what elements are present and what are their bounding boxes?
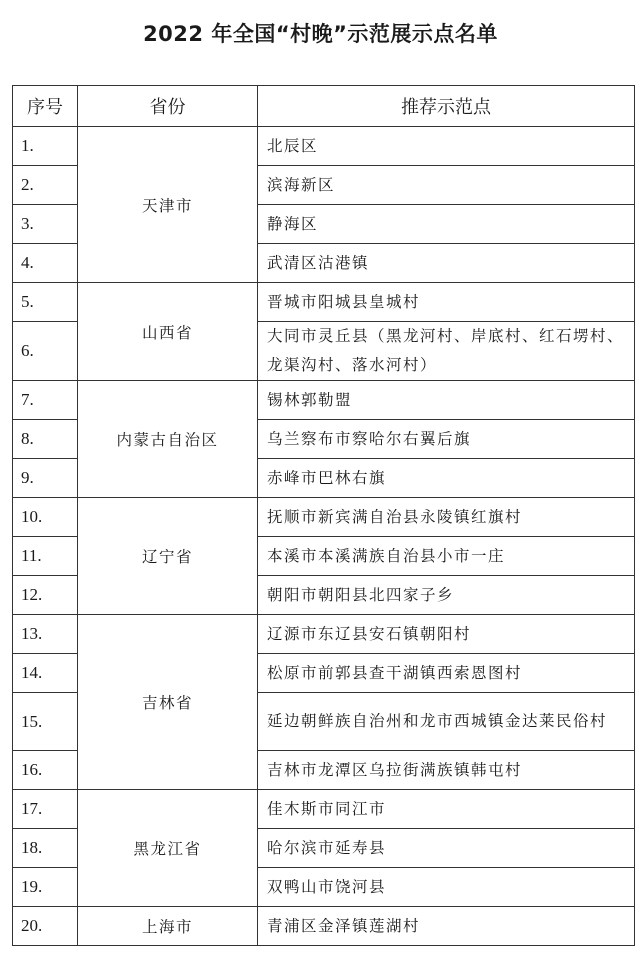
row-index: 13. bbox=[13, 615, 78, 654]
table-body bbox=[13, 127, 635, 946]
row-index: 8. bbox=[13, 420, 78, 459]
site-cell: 辽源市东辽县安石镇朝阳村 bbox=[258, 615, 635, 654]
row-index: 5. bbox=[13, 283, 78, 322]
header-province: 省份 bbox=[78, 86, 258, 127]
site-cell: 本溪市本溪满族自治县小市一庄 bbox=[258, 537, 635, 576]
row-index: 14. bbox=[13, 654, 78, 693]
header-site: 推荐示范点 bbox=[258, 86, 635, 127]
site-cell: 滨海新区 bbox=[258, 166, 635, 205]
site-cell: 松原市前郭县查干湖镇西索恩图村 bbox=[258, 654, 635, 693]
demonstration-sites-table bbox=[12, 85, 635, 946]
site-cell: 乌兰察布市察哈尔右翼后旗 bbox=[258, 420, 635, 459]
site-cell: 大同市灵丘县（黑龙河村、岸底村、红石塄村、龙渠沟村、落水河村） bbox=[258, 322, 635, 381]
site-cell: 赤峰市巴林右旗 bbox=[258, 459, 635, 498]
province-cell: 天津市 bbox=[78, 127, 258, 283]
row-index: 4. bbox=[13, 244, 78, 283]
row-index: 17. bbox=[13, 790, 78, 829]
site-cell: 延边朝鲜族自治州和龙市西城镇金达莱民俗村 bbox=[258, 693, 635, 751]
site-cell: 吉林市龙潭区乌拉街满族镇韩屯村 bbox=[258, 751, 635, 790]
province-cell: 山西省 bbox=[78, 283, 258, 381]
row-index: 3. bbox=[13, 205, 78, 244]
province-cell: 辽宁省 bbox=[78, 498, 258, 615]
row-index: 11. bbox=[13, 537, 78, 576]
row-index: 15. bbox=[13, 693, 78, 751]
province-cell: 内蒙古自治区 bbox=[78, 381, 258, 498]
row-index: 18. bbox=[13, 829, 78, 868]
site-cell: 朝阳市朝阳县北四家子乡 bbox=[258, 576, 635, 615]
row-index: 2. bbox=[13, 166, 78, 205]
site-cell: 哈尔滨市延寿县 bbox=[258, 829, 635, 868]
site-cell: 静海区 bbox=[258, 205, 635, 244]
table-row bbox=[13, 498, 635, 537]
row-index: 1. bbox=[13, 127, 78, 166]
row-index: 20. bbox=[13, 907, 78, 946]
row-index: 12. bbox=[13, 576, 78, 615]
row-index: 7. bbox=[13, 381, 78, 420]
table-row bbox=[13, 381, 635, 420]
province-cell: 黑龙江省 bbox=[78, 790, 258, 907]
province-cell: 吉林省 bbox=[78, 615, 258, 790]
row-index: 16. bbox=[13, 751, 78, 790]
row-index: 10. bbox=[13, 498, 78, 537]
site-cell: 双鸭山市饶河县 bbox=[258, 868, 635, 907]
site-cell: 抚顺市新宾满自治县永陵镇红旗村 bbox=[258, 498, 635, 537]
site-cell: 武清区沽港镇 bbox=[258, 244, 635, 283]
table-row bbox=[13, 127, 635, 166]
table-row bbox=[13, 615, 635, 654]
site-cell: 青浦区金泽镇莲湖村 bbox=[258, 907, 635, 946]
table-header-row bbox=[13, 86, 635, 127]
site-cell: 佳木斯市同江市 bbox=[258, 790, 635, 829]
header-index: 序号 bbox=[13, 86, 78, 127]
row-index: 19. bbox=[13, 868, 78, 907]
row-index: 6. bbox=[13, 322, 78, 381]
site-cell: 锡林郭勒盟 bbox=[258, 381, 635, 420]
site-cell: 晋城市阳城县皇城村 bbox=[258, 283, 635, 322]
province-cell: 上海市 bbox=[78, 907, 258, 946]
table-row bbox=[13, 283, 635, 322]
site-cell: 北辰区 bbox=[258, 127, 635, 166]
table-row bbox=[13, 790, 635, 829]
table-row bbox=[13, 907, 635, 946]
row-index: 9. bbox=[13, 459, 78, 498]
document-title: 2022 年全国“村晚”示范展示点名单 bbox=[143, 22, 498, 46]
